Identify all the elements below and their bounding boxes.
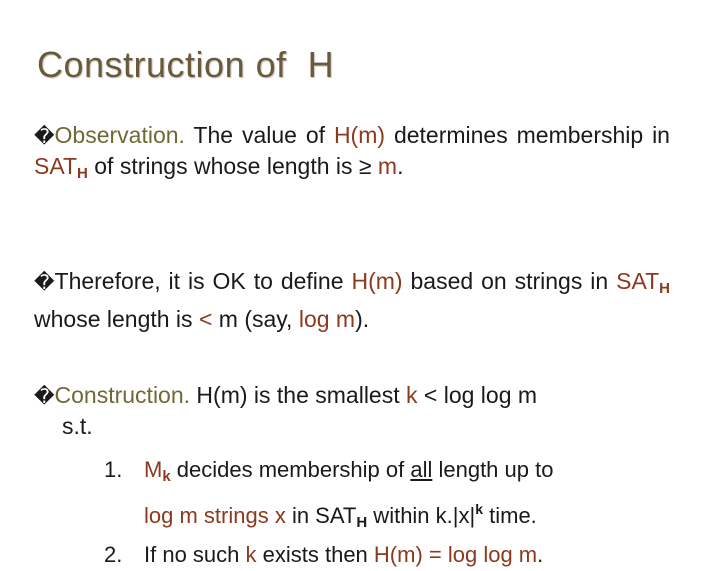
therefore-lt: <	[198, 306, 213, 332]
observation-text-4: .	[397, 153, 404, 179]
item-sub-h: H	[356, 514, 368, 531]
item-sup-k: k	[475, 501, 483, 517]
construction-list	[104, 454, 664, 571]
item-text: If no such	[144, 542, 246, 567]
bullet-icon: �	[34, 124, 55, 148]
bullet-icon: �	[34, 384, 55, 408]
observation-hm: H(m)	[333, 122, 386, 148]
observation-text-3: of strings whose length is ≥	[87, 153, 378, 179]
slide-title: Construction of H	[37, 44, 335, 85]
therefore-sat: $SAT_H$	[616, 268, 671, 297]
therefore-text-1: Therefore, it is OK to define	[54, 268, 352, 294]
item-text: exists then	[256, 542, 374, 567]
therefore-paragraph	[34, 266, 670, 334]
item-text: decides membership of	[170, 457, 411, 482]
therefore-text-3: whose length is	[34, 306, 199, 332]
construction-text-2: < log log m	[417, 382, 538, 408]
item-text: length up to	[432, 457, 554, 482]
item-text: time.	[483, 503, 537, 528]
construction-k: k	[406, 382, 418, 408]
construction-text-1: H(m) is the smallest	[190, 382, 407, 408]
item-k: k	[245, 542, 257, 567]
observation-label: Observation.	[54, 122, 185, 148]
bullet-icon: �	[34, 270, 55, 294]
observation-text-2: determines membership in	[385, 122, 670, 148]
item-all: all	[410, 457, 433, 482]
construction-label: Construction.	[54, 382, 191, 408]
therefore-text-4: m (say,	[212, 306, 299, 332]
item-text: in SAT	[285, 503, 357, 528]
therefore-text-2: based on strings in	[402, 268, 617, 294]
observation-paragraph	[34, 120, 670, 189]
list-item-number: 1.	[104, 457, 123, 482]
list-item-number: 2.	[104, 542, 123, 567]
item-mk: $M_k$	[144, 457, 171, 485]
therefore-hm: H(m)	[351, 268, 403, 294]
construction-paragraph	[34, 380, 670, 441]
construction-st: s.t.	[62, 413, 93, 439]
item-hm: H(m) = log log m	[373, 542, 538, 567]
item-text: within k.|x|	[367, 503, 476, 528]
therefore-text-5: ).	[355, 306, 370, 332]
therefore-logm: log m	[298, 306, 356, 332]
observation-text-1: The value of	[184, 122, 334, 148]
item-x: x	[274, 503, 286, 528]
list-item	[104, 539, 664, 571]
list-item	[104, 454, 664, 539]
observation-sat: $SAT_H$	[34, 153, 88, 182]
observation-m: m	[377, 153, 398, 179]
item-logm: log m strings	[144, 503, 275, 528]
item-text: .	[537, 542, 544, 567]
